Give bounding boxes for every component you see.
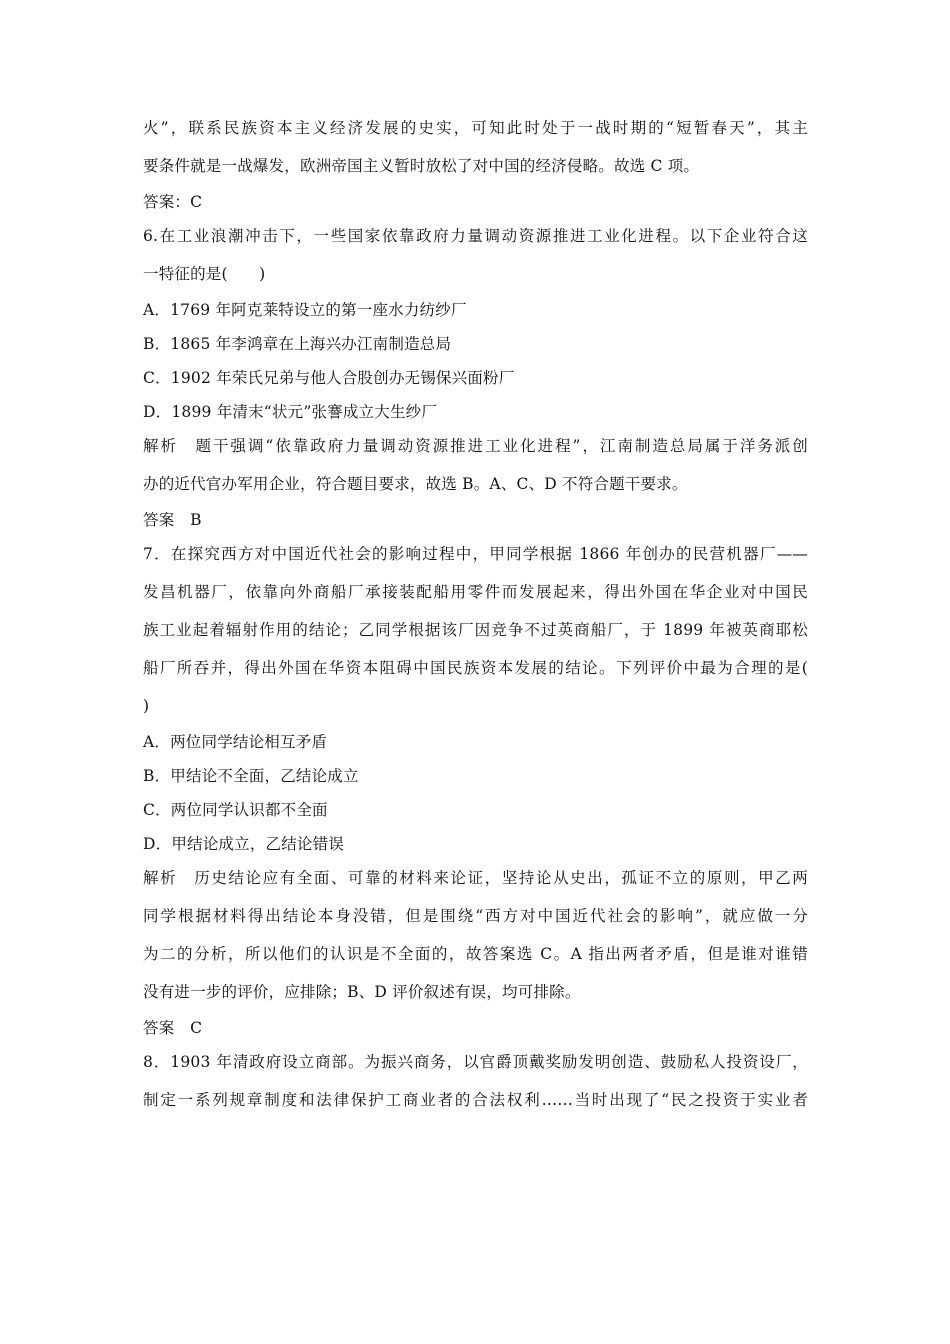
question-8-stem: 8．1903 年清政府设立商部。为振兴商务，以官爵顶戴奖励发明创造、鼓励私人投资设厂，	[143, 1053, 808, 1071]
question-7-analysis: 解析 历史结论应有全面、可靠的材料来论证，坚持论从史出，孤证不立的原则，甲乙两	[143, 869, 808, 887]
question-7-option-c: C．两位同学认识都不全面	[143, 801, 328, 819]
text-line: 要条件就是一战爆发，欧洲帝国主义暂时放松了对中国的经济侵略。故选 C 项。	[143, 157, 700, 175]
question-6-option-b: B．1865 年李鸿章在上海兴办江南制造总局	[143, 335, 452, 353]
document-page	[143, 118, 808, 1128]
question-6-stem: 6.在工业浪潮冲击下，一些国家依靠政府力量调动资源推进工业化进程。以下企业符合这	[143, 227, 808, 245]
question-8-stem: 制定一系列规章制度和法律保护工商业者的合法权利……当时出现了“民之投资于实业者	[143, 1091, 808, 1109]
answer-line: 答案：C	[143, 193, 203, 211]
question-6-answer: 答案 B	[143, 511, 202, 529]
question-6-option-c: C．1902 年荣氏兄弟与他人合股创办无锡保兴面粉厂	[143, 369, 515, 387]
question-6-option-a: A．1769 年阿克莱特设立的第一座水力纺纱厂	[143, 301, 467, 319]
question-7-stem: 发昌机器厂，依靠向外商船厂承接装配船用零件而发展起来，得出外国在华企业对中国民	[143, 583, 808, 601]
question-6-stem-end: 一特征的是( )	[143, 265, 266, 283]
question-7-option-a: A．两位同学结论相互矛盾	[143, 733, 328, 751]
question-6-option-d: D．1899 年清末“状元”张謇成立大生纱厂	[143, 403, 438, 421]
question-6-analysis-end: 办的近代官办军用企业，符合题目要求，故选 B。A、C、D 不符合题干要求。	[143, 475, 688, 493]
question-7-analysis: 为二的分析，所以他们的认识是不全面的，故答案选 C。A 指出两者矛盾，但是谁对谁错	[143, 945, 808, 963]
question-7-stem: 船厂所吞并，得出外国在华资本阻碍中国民族资本发展的结论。下列评价中最为合理的是(	[143, 659, 808, 677]
question-7-option-b: B．甲结论不全面，乙结论成立	[143, 767, 359, 785]
question-7-stem: 7．在探究西方对中国近代社会的影响过程中，甲同学根据 1866 年创办的民营机器厂——	[143, 545, 808, 563]
question-7-option-d: D．甲结论成立，乙结论错误	[143, 835, 345, 853]
question-7-answer: 答案 C	[143, 1019, 203, 1037]
question-6-analysis: 解析 题干强调“依靠政府力量调动资源推进工业化进程”，江南制造总局属于洋务派创	[143, 437, 808, 455]
question-7-stem: 族工业起着辐射作用的结论；乙同学根据该厂因竞争不过英商船厂，于 1899 年被英商耶松	[143, 621, 808, 639]
question-7-stem-end: )	[143, 697, 150, 715]
question-7-analysis-end: 没有进一步的评价，应排除；B、D 评价叙述有误，均可排除。	[143, 983, 581, 1001]
text-line: 火”，联系民族资本主义经济发展的史实，可知此时处于一战时期的“短暂春天”，其主	[143, 119, 808, 137]
question-7-analysis: 同学根据材料得出结论本身没错，但是围绕“西方对中国近代社会的影响”，就应做一分	[143, 907, 808, 925]
